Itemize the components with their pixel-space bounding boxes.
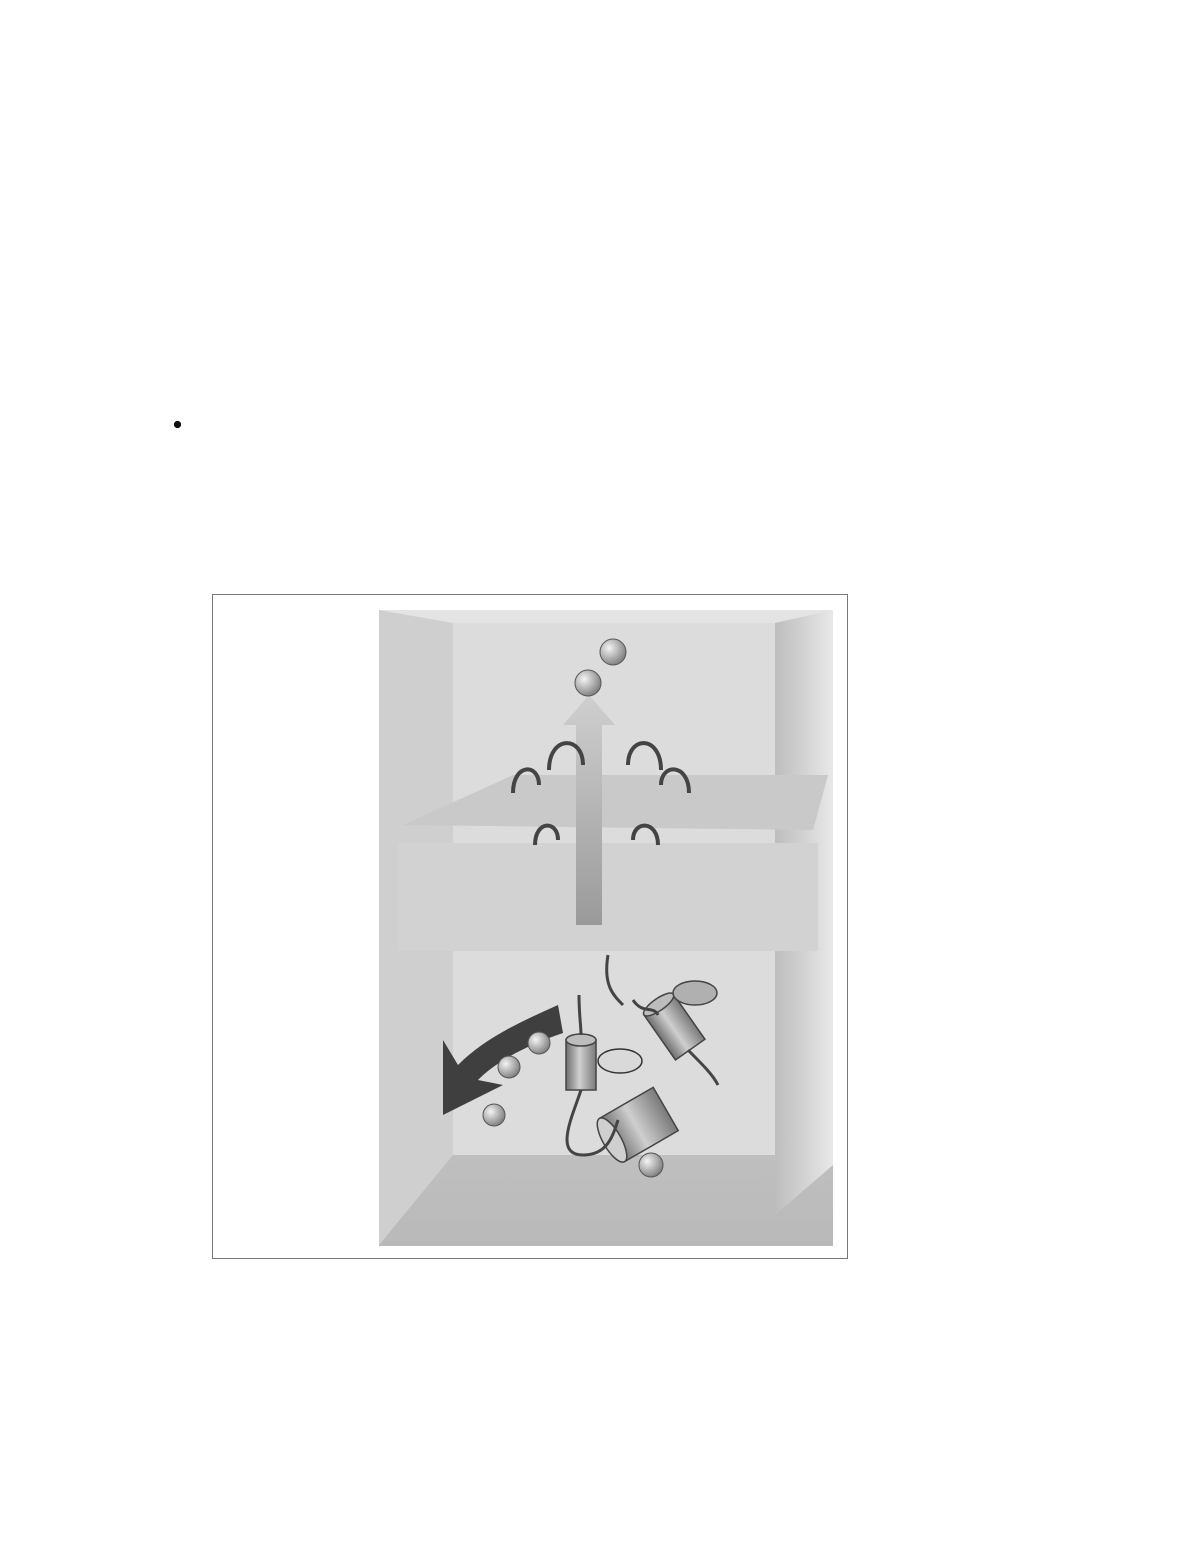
cftr-diagram-svg [213, 595, 849, 1260]
bullet-icon [174, 421, 181, 428]
lipid-tails [398, 843, 818, 951]
cftr-diagram [212, 594, 848, 1259]
atp-marker [598, 1049, 642, 1073]
